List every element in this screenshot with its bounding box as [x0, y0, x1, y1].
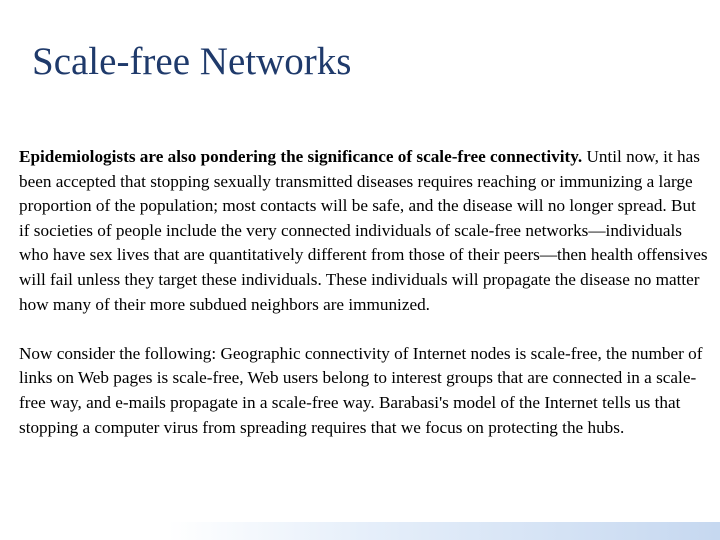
paragraph-internet	[19, 342, 709, 440]
slide-title: Scale-free Networks	[32, 40, 352, 83]
paragraph-text: Until now, it has been accepted that stopping sexually transmitted diseases requires reaching or immunizing a large proportion of the population; most contacts will be safe, and the disease will no longer spread. But if societies of people include the very connected individuals of scale-free networks—individuals who have sex lives that are quantitatively different from those of their peers—then health offensives will fail unless they target these individuals. These individuals will propagate the disease no matter how many of their more subdued neighbors are immunized.	[19, 147, 708, 314]
paragraph-epidemiology	[19, 145, 709, 317]
paragraph-lead: Epidemiologists are also pondering the significance of scale-free connectivity.	[19, 147, 583, 166]
footer-gradient-bar	[168, 522, 720, 540]
slide-body	[19, 145, 709, 440]
paragraph-text: Now consider the following: Geographic connectivity of Internet nodes is scale-free, the number of links on Web pages is scale-free, Web users belong to interest groups that are connected in a scale-free way, and e-mails propagate in a scale-free way. Barabasi's model of the Internet tells us that stopping a computer virus from spreading requires that we focus on protecting the hubs.	[19, 343, 703, 437]
